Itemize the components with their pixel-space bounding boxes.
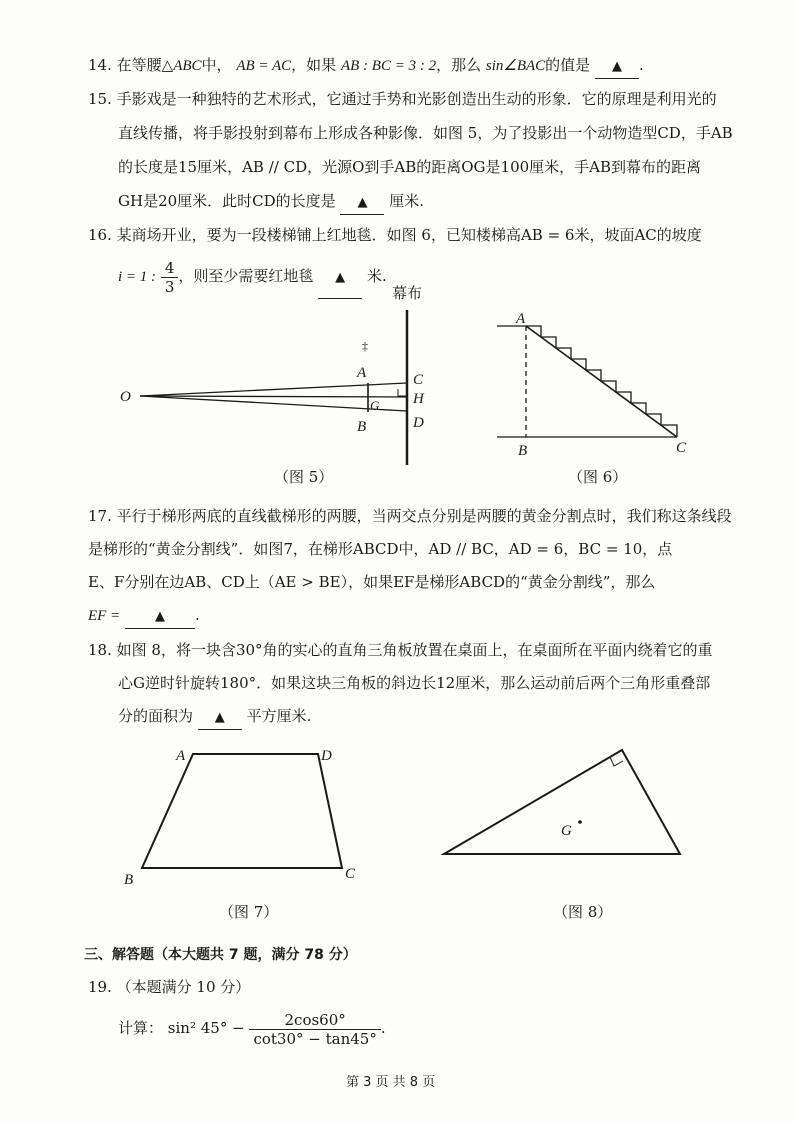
question-17-line-4: EF = ▲ . xyxy=(88,604,200,629)
question-18-line-2: 心G逆时针旋转180°．如果这块三角板的斜边长12厘米，那么运动前后两个三角形重叠部 xyxy=(118,674,711,692)
question-number: 19. xyxy=(88,978,112,996)
answer-blank: ▲ xyxy=(340,190,384,215)
question-19-header: 19. （本题满分 10 分） xyxy=(88,978,251,996)
fig6-label-B: B xyxy=(518,443,528,459)
question-15-line-4: GH是20厘米．此时CD的长度是 ▲ 厘米. xyxy=(118,190,424,215)
question-17-line-2: 是梯形的“黄金分割线”．如图7，在梯形ABCD中，AD // BC，AD = 6，BC = 10，点 xyxy=(88,540,673,558)
question-18-line-1: 18. 如图 8，将一块含30°角的实心的直角三角板放置在桌面上，在桌面所在平面内绕着它的重 xyxy=(88,641,713,659)
section-3-title: 三、解答题（本大题共 7 题，满分 78 分） xyxy=(84,947,357,963)
fig5-small-mark: ‡ xyxy=(362,339,368,353)
question-16-line-2: i = 1 : $\frac{4}{3}$ ，则至少需要红地毯 ▲ 米. xyxy=(118,256,387,299)
answer-blank: ▲ xyxy=(318,256,362,299)
fig6-caption: （图 6） xyxy=(568,468,628,486)
fig5-label-B: B xyxy=(357,419,367,435)
q19-fraction: $\frac{2\cos 60^\circ}{\cot 30^\circ - \tan 45^\circ}$ xyxy=(249,1011,380,1048)
fig6-label-A: A xyxy=(516,311,526,327)
answer-blank: ▲ xyxy=(595,54,639,79)
question-number: 17. xyxy=(88,507,112,525)
question-number: 16. xyxy=(88,226,112,244)
question-17-line-3: E、F分别在边AB、CD上（AE > BE），如果EF是梯形ABCD的“黄金分割线”，那么 xyxy=(88,573,656,591)
question-number: 18. xyxy=(88,641,112,659)
question-17-line-1: 17. 平行于梯形两底的直线截梯形的两腰，当两交点分别是两腰的黄金分割点时，我们称这条线段 xyxy=(88,507,732,525)
fig6-label-C: C xyxy=(676,440,687,456)
question-number: 14. xyxy=(88,56,112,74)
fig8-centroid-point xyxy=(578,820,582,824)
fig7-label-C: C xyxy=(345,866,356,882)
fig7-label-D: D xyxy=(321,748,332,764)
fig5-label-A: A xyxy=(357,365,367,381)
answer-blank: ▲ xyxy=(125,604,195,629)
fig5-screen-label: 幕布 xyxy=(392,284,423,302)
fig5-label-O: O xyxy=(120,389,131,405)
question-16-line-1: 16. 某商场开业，要为一段楼梯铺上红地毯．如图 6，已知楼梯高AB = 6米，坡面AC的坡度 xyxy=(88,226,702,244)
slope-fraction: $\frac{4}{3}$ xyxy=(161,259,179,296)
fig7-label-A: A xyxy=(176,748,186,764)
page-footer: 第 3 页 共 8 页 xyxy=(346,1075,436,1090)
fig8-label-G: G xyxy=(561,823,572,839)
question-15-line-3: 的长度是15厘米，AB // CD，光源O到手AB的距离OG是100厘米，手AB到幕布的距离 xyxy=(118,158,702,176)
fig7-caption: （图 7） xyxy=(219,903,279,921)
fig5-label-C: C xyxy=(413,372,424,388)
question-15-line-2: 直线传播，将手影投射到幕布上形成各种影像．如图 5，为了投影出一个动物造型CD，手AB xyxy=(118,124,733,142)
question-15-line-1: 15. 手影戏是一种独特的艺术形式，它通过手势和光影创造出生动的形象．它的原理是利用光的 xyxy=(88,90,717,108)
question-19-expression: 计算： sin² 45° − $\frac{2\cos 60^\circ}{\cot 30^\circ - \tan 45^\circ}$ . xyxy=(118,1010,386,1048)
fig7-label-B: B xyxy=(124,872,134,888)
question-14: 14. 在等腰△ABC中， AB = AC，如果 AB : BC = 3 : 2，那么 sin∠BAC的值是 ▲ . xyxy=(88,54,644,79)
fig5-label-H: H xyxy=(413,391,424,407)
answer-blank: ▲ xyxy=(198,705,242,730)
fig8-right-angle xyxy=(610,757,623,766)
question-18-line-3: 分的面积为 ▲ 平方厘米. xyxy=(118,705,311,730)
fig5-caption: （图 5） xyxy=(274,468,334,486)
fig5-label-G: G xyxy=(370,398,380,413)
question-number: 15. xyxy=(88,90,112,108)
fig8-caption: （图 8） xyxy=(553,903,613,921)
fig5-label-D: D xyxy=(413,415,424,431)
